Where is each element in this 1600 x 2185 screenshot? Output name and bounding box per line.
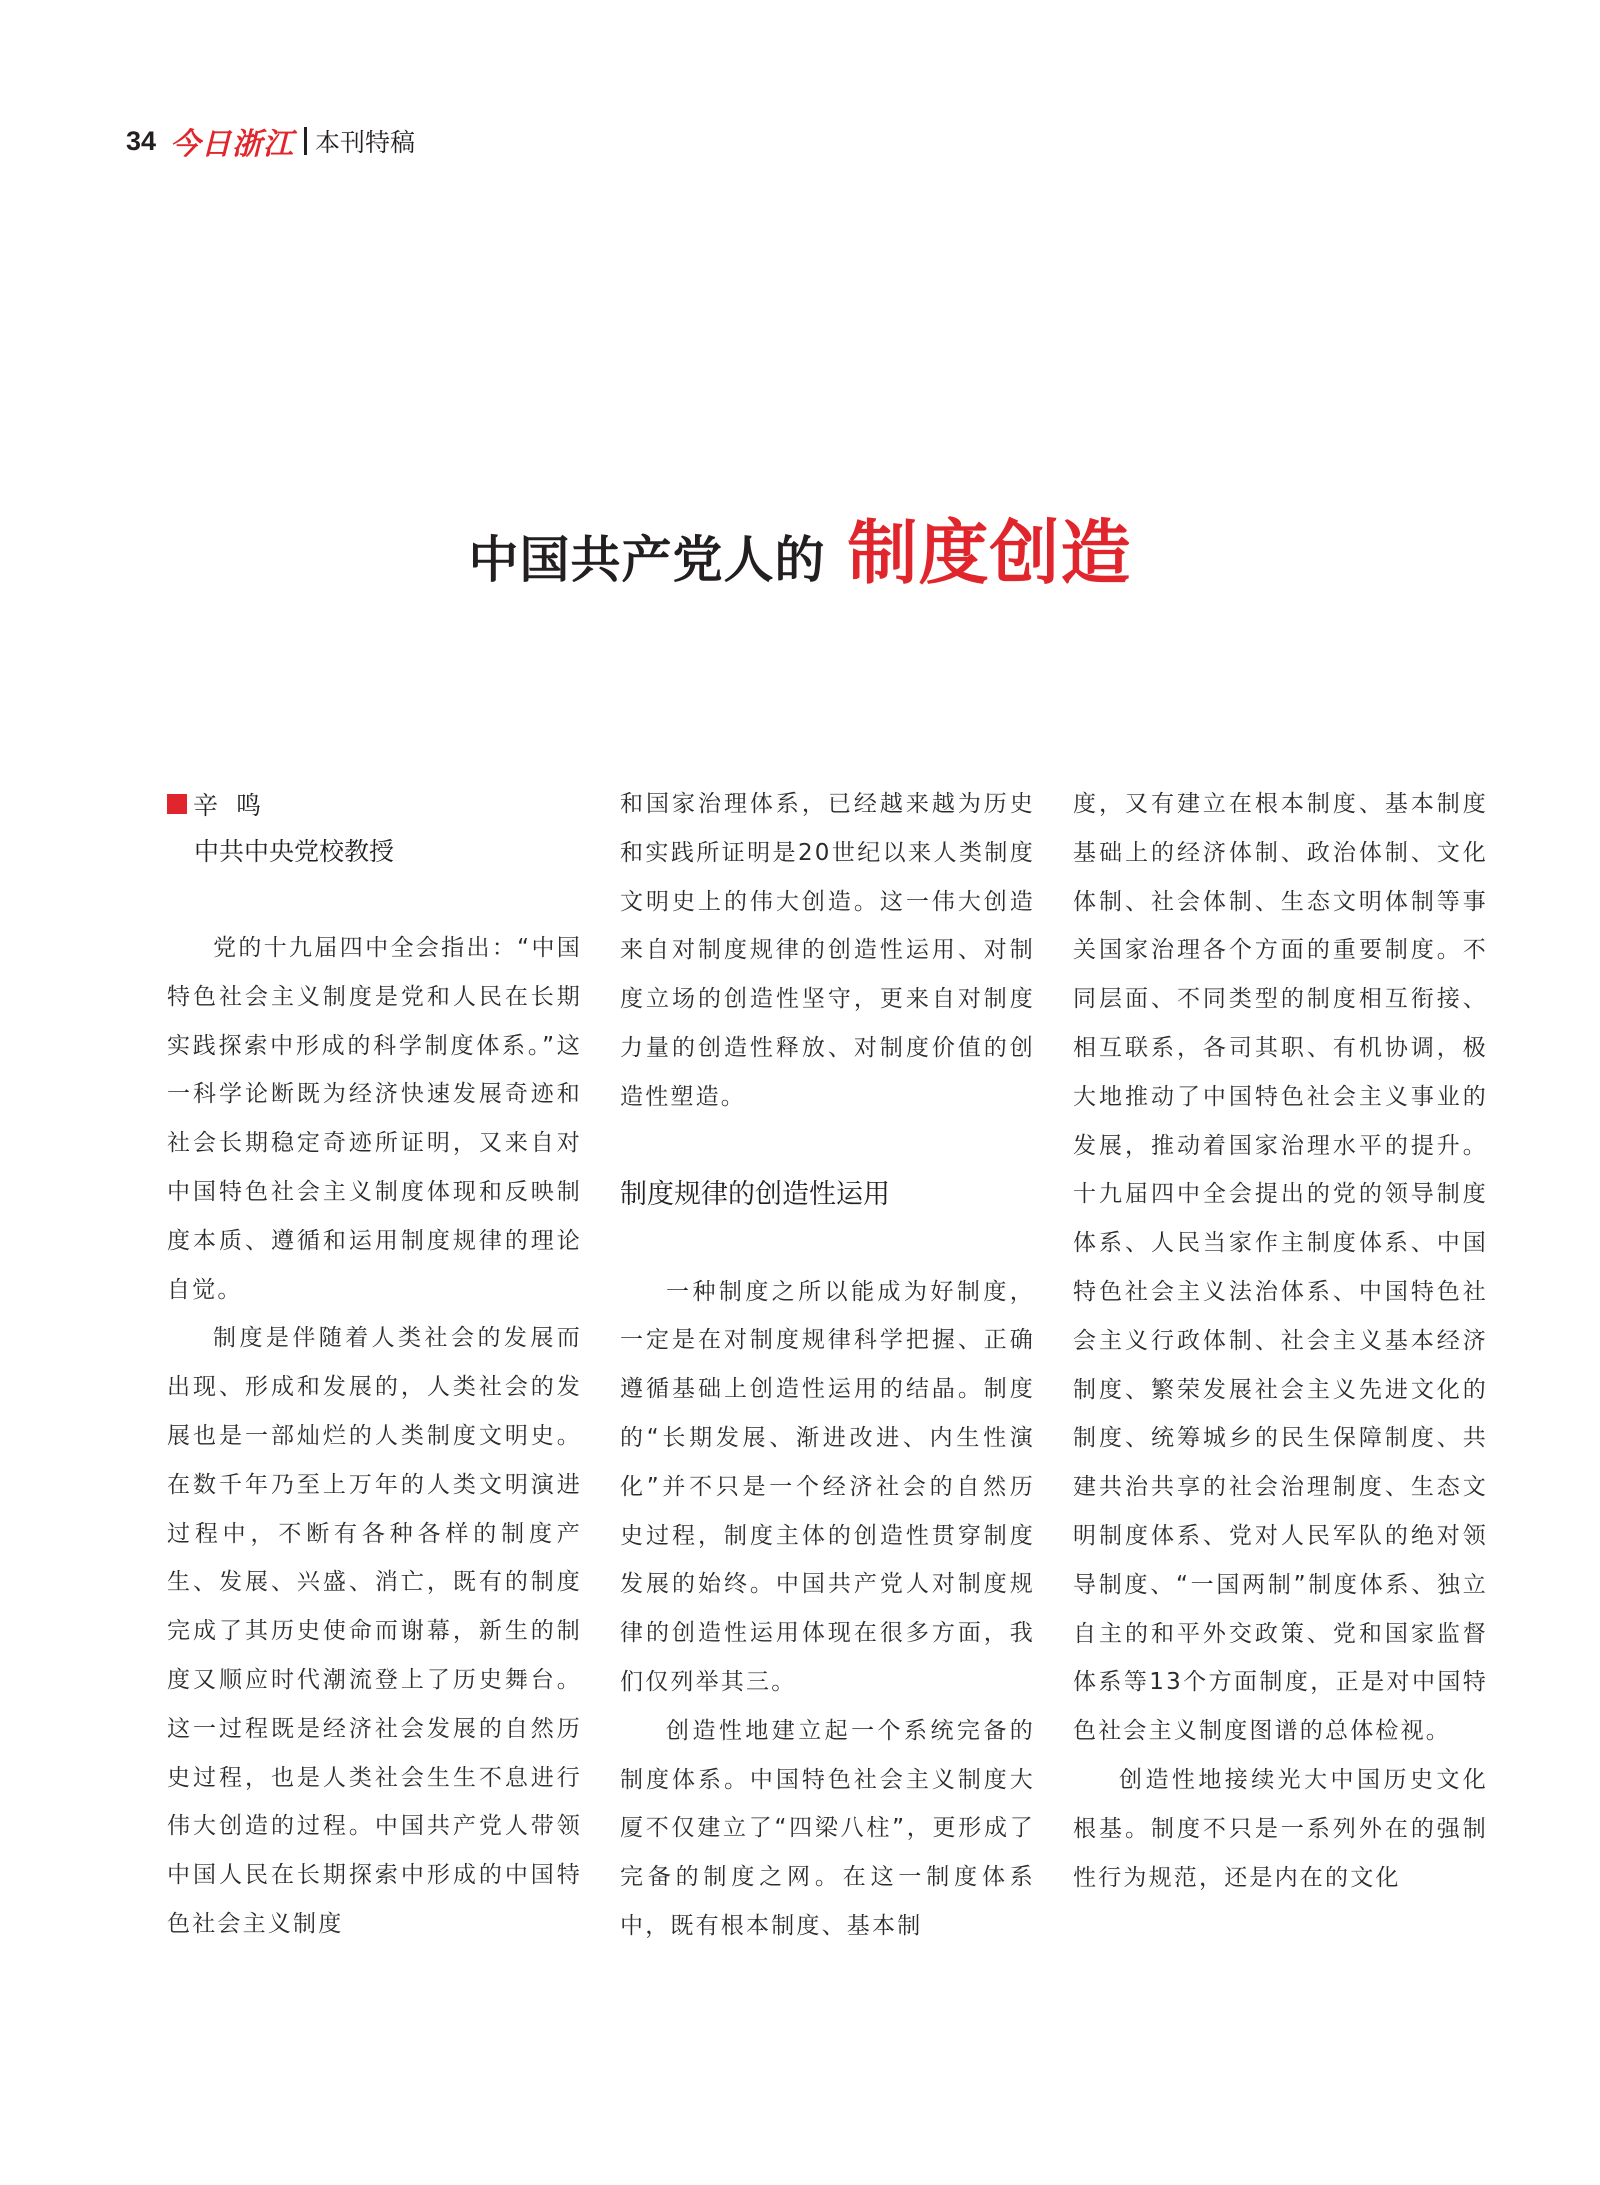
text-column-1	[167, 780, 582, 1949]
section-subheading: 制度规律的创造性运用	[620, 1178, 890, 1210]
author-name: 辛鸣	[193, 791, 280, 820]
red-square-marker	[167, 794, 187, 814]
text-column-3	[1073, 780, 1488, 1902]
title-red-part: 制度创造	[847, 512, 1132, 594]
paragraph: 创造性地接续光大中国历史文化根基。制度不只是一系列外在的强制性行为规范，还是内在的文化	[1073, 1766, 1488, 1891]
title-black-part: 中国共产党人的	[468, 530, 826, 589]
paragraph-continued: 度，又有建立在根本制度、基本制度基础上的经济体制、政治体制、文化体制、社会体制、生态文明体制等事关国家治理各个方面的重要制度。不同层面、不同类型的制度相互衔接、相互联系，各司其职、有机协调，极大地推动了中国特色社会主义事业的发展，推动着国家治理水平的提升。十九届四中全会提出的党的领导制度体系、人民当家作主制度体系、中国特色社会主义法治体系、中国特色社会主义行政体制、社会主义基本经济制度、繁荣发展社会主义先进文化的制度、统筹城乡的民生保障制度、共建共治共享的社会治理制度、生态文明制度体系、党对人民军队的绝对领导制度、“一国两制”制度体系、独立自主的和平外交政策、党和国家监督体系等13个方面制度，正是对中国特色社会主义制度图谱的总体检视。	[1073, 791, 1488, 1745]
header-divider	[304, 127, 307, 155]
spacer	[167, 876, 582, 924]
article-title	[0, 497, 1600, 598]
text-column-2	[620, 780, 1035, 1951]
paragraph: 制度是伴随着人类社会的发展而出现、形成和发展的，人类社会的发展也是一部灿烂的人类制度文明史。在数千年乃至上万年的人类文明演进过程中，不断有各种各样的制度产生、发展、兴盛、消亡，既有的制度完成了其历史使命而谢幕，新生的制度又顺应时代潮流登上了历史舞台。这一过程既是经济社会发展的自然历史过程，也是人类社会生生不息进行伟大创造的过程。中国共产党人带领中国人民在长期探索中形成的中国特色社会主义制度	[167, 1325, 582, 1937]
paragraph: 创造性地建立起一个系统完备的制度体系。中国特色社会主义制度大厦不仅建立了“四梁八柱”，更形成了完备的制度之网。在这一制度体系中，既有根本制度、基本制	[620, 1717, 1035, 1939]
page-header	[126, 123, 416, 162]
paragraph: 一种制度之所以能成为好制度，一定是在对制度规律科学把握、正确遵循基础上创造性运用的结晶。制度的“长期发展、渐进改进、内生性演化”并不只是一个经济社会的自然历史过程，制度主体的创造性贯穿制度发展的始终。中国共产党人对制度规律的创造性运用体现在很多方面，我们仅列举其三。	[620, 1278, 1035, 1695]
section-label: 本刊特稿	[315, 128, 416, 157]
page-number: 34	[126, 125, 157, 156]
paragraph-continued: 和国家治理体系，已经越来越为历史和实践所证明是20世纪以来人类制度文明史上的伟大创造。这一伟大创造来自对制度规律的创造性运用、对制度立场的创造性坚守，更来自对制度力量的创造性释放、对制度价值的创造性塑造。	[620, 791, 1035, 1110]
author-line	[167, 780, 582, 828]
author-title: 中共中央党校教授	[194, 837, 395, 866]
paragraph: 党的十九届四中全会指出：“中国特色社会主义制度是党和人民在长期实践探索中形成的科学制度体系。”这一科学论断既为经济快速发展奇迹和社会长期稳定奇迹所证明，又来自对中国特色社会主义制度体现和反映制度本质、遵循和运用制度规律的理论自觉。	[167, 935, 582, 1303]
magazine-logo: 今日浙江	[170, 127, 295, 162]
